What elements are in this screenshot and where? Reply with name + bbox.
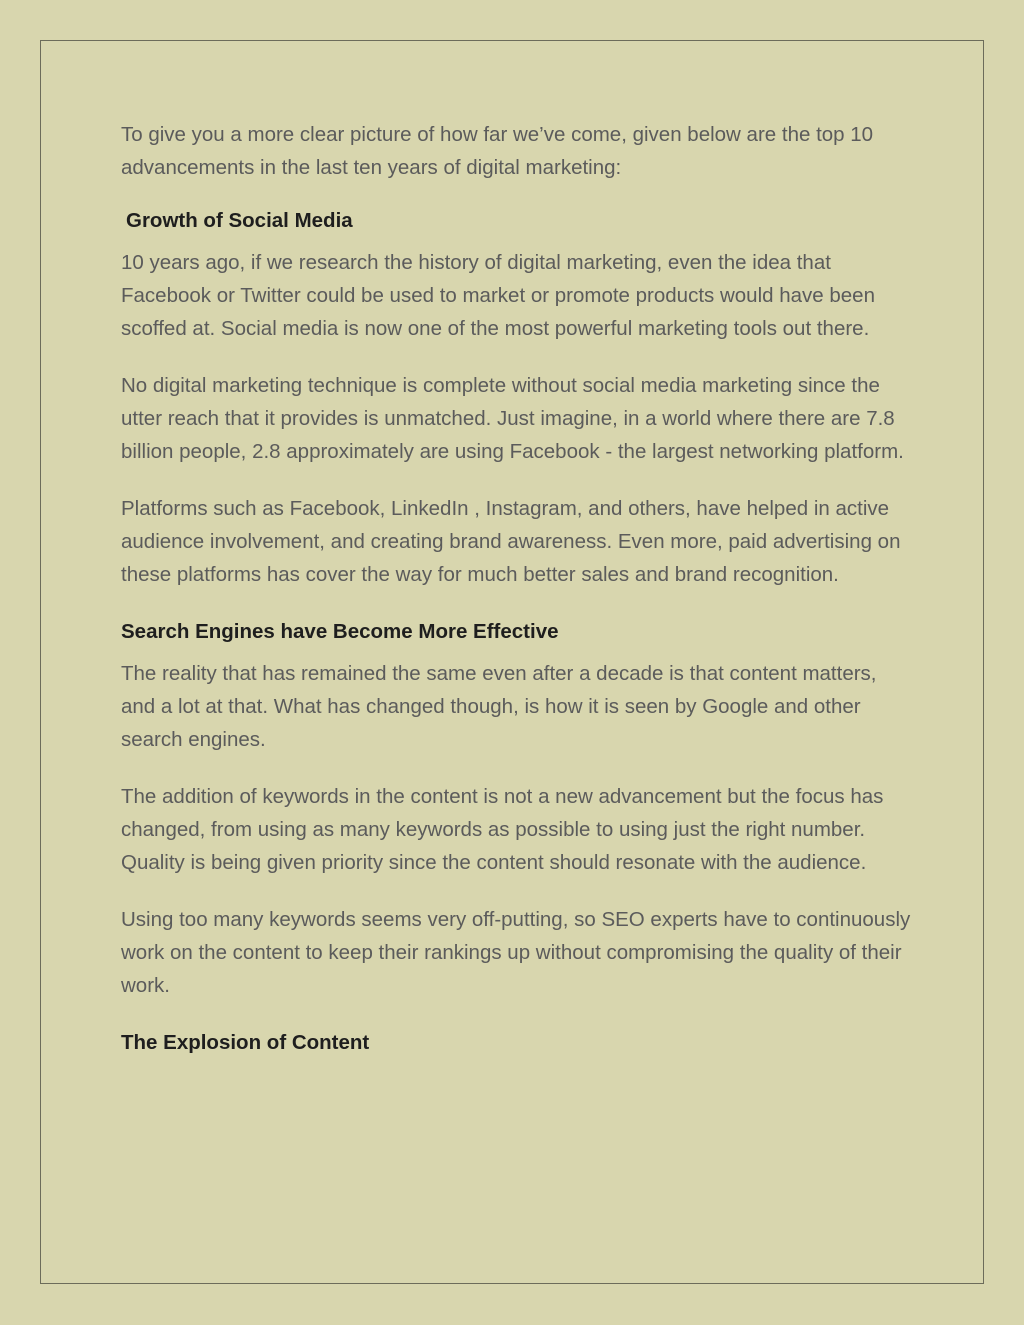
paragraph: Platforms such as Facebook, LinkedIn , Instagram, and others, have helped in active audience involvement, and creating brand awareness. Even more, paid advertising on these platforms has cover the way for much better sales and brand recognition. [121, 497, 901, 586]
paragraph: Using too many keywords seems very off-putting, so SEO experts have to continuously work on the content to keep their rankings up without compromising the quality of their work. [121, 908, 911, 997]
intro-paragraph: To give you a more clear picture of how far we’ve come, given below are the top 10 advancements in the last ten years of digital marketing: [121, 123, 874, 179]
paragraph: The addition of keywords in the content is not a new advancement but the focus has changed, from using as many keywords as possible to using just the right number. Quality is being given priority since the content should resonate with the audience. [121, 785, 884, 874]
document-body [121, 118, 911, 1068]
paragraph: The reality that has remained the same even after a decade is that content matters, and a lot at that. What has changed though, is how it is seen by Google and other search engines. [121, 662, 877, 751]
paragraph: 10 years ago, if we research the history of digital marketing, even the idea that Facebook or Twitter could be used to market or promote products would have been scoffed at. Social media is now one of the most powerful marketing tools out there. [121, 251, 875, 340]
heading-search-engines: Search Engines have Become More Effective [121, 620, 559, 643]
paragraph: No digital marketing technique is complete without social media marketing since the utter reach that it provides is unmatched. Just imagine, in a world where there are 7.8 billion people, 2.8 approximately are using Facebook - the largest networking platform. [121, 374, 904, 463]
heading-growth-of-social-media: Growth of Social Media [126, 209, 353, 232]
heading-explosion-of-content: The Explosion of Content [121, 1031, 370, 1054]
